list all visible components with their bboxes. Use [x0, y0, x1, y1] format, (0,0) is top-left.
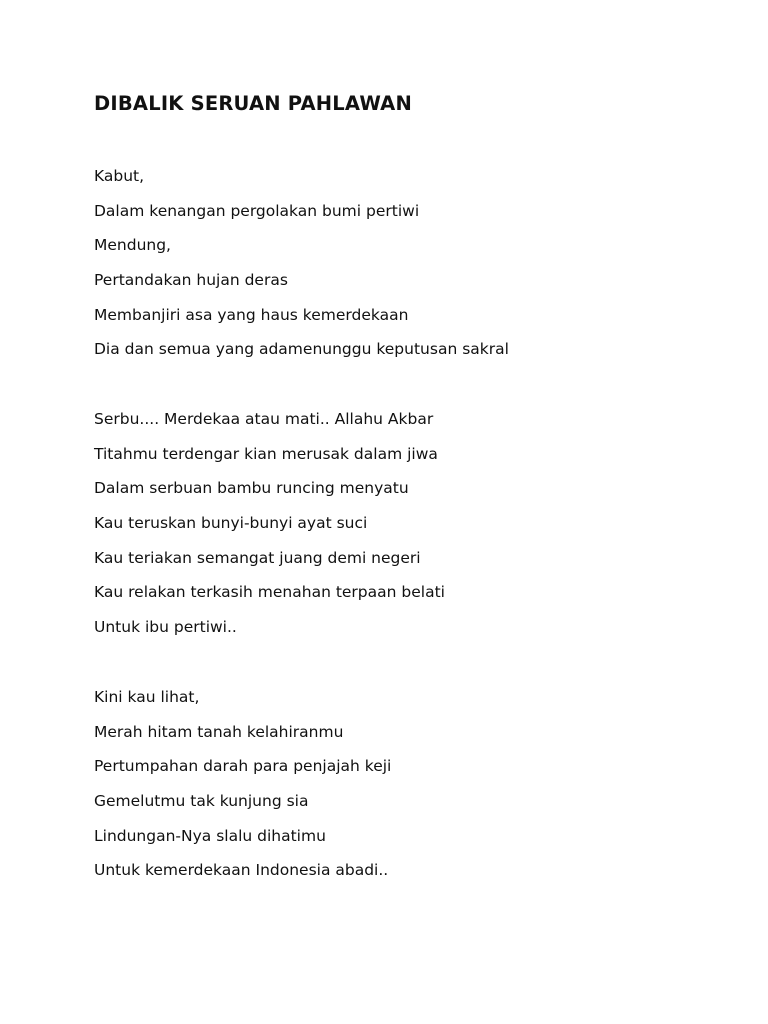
poem-line: Kau teriakan semangat juang demi negeri — [94, 548, 421, 567]
poem-line: Pertumpahan darah para penjajah keji — [94, 757, 392, 776]
poem-line: Serbu.... Merdekaa atau mati.. Allahu Akbar — [94, 410, 434, 428]
poem-line: Dia dan semua yang adamenunggu keputusan sakral — [94, 340, 509, 359]
poem-line: Kau teruskan bunyi-bunyi ayat suci — [94, 514, 368, 533]
poem-line: Kau relakan terkasih menahan terpaan belati — [94, 583, 445, 602]
poem-line: Kabut, — [94, 167, 145, 185]
poem-line: Membanjiri asa yang haus kemerdekaan — [94, 305, 409, 324]
poem-line: Titahmu terdengar kian merusak dalam jiwa — [94, 444, 438, 463]
stanza-2 — [94, 407, 445, 650]
poem-line: Merah hitam tanah kelahiranmu — [94, 722, 344, 741]
poem-line: Lindungan-Nya slalu dihatimu — [94, 826, 326, 845]
poem-line: Dalam serbuan bambu runcing menyatu — [94, 479, 409, 498]
poem-title: DIBALIK SERUAN PAHLAWAN — [94, 92, 412, 115]
stanza-1 — [94, 164, 509, 372]
poem-line: Kini kau lihat, — [94, 688, 200, 706]
poem-line: Untuk kemerdekaan Indonesia abadi.. — [94, 861, 389, 880]
poem-line: Gemelutmu tak kunjung sia — [94, 792, 309, 811]
stanza-3 — [94, 685, 391, 893]
poem-line: Pertandakan hujan deras — [94, 271, 288, 290]
poem-line: Untuk ibu pertiwi.. — [94, 618, 237, 637]
poem-line: Mendung, — [94, 236, 171, 255]
poem-line: Dalam kenangan pergolakan bumi pertiwi — [94, 201, 420, 220]
